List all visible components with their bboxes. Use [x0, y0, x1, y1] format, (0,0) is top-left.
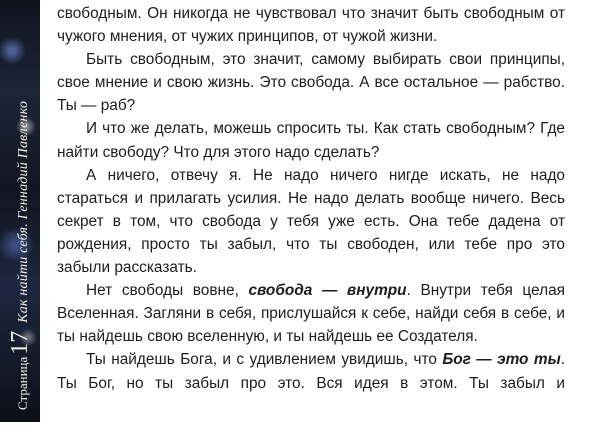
paragraph-text: Ты найдешь Бога, и с удивлением увидишь, что [86, 351, 443, 369]
page-label: Страница [15, 356, 30, 410]
paragraph [57, 348, 565, 394]
emphasis-text: свобода — внутри [248, 282, 407, 300]
book-title: Как найти себя. Геннадий Павленко [16, 100, 31, 323]
paragraph-text: . Внутри тебя целая Вселенная. Загляни в себя, прислушайся к себе, найди себя в себе, и ты найдешь свою вселенную, и ты найдешь ее Создателя. [57, 282, 565, 346]
paragraph-text: Нет свободы вовне, [86, 282, 249, 300]
page-number: 17 [7, 330, 33, 355]
paragraph [57, 279, 565, 348]
side-banner [0, 0, 40, 422]
paragraph-text: . Ты Бог, но ты забыл про это. Вся идея в этом. Ты забыл и [57, 351, 565, 392]
paragraph: свободным. Он никогда не чувствовал что значит быть свободным от чужого мнения, от чужих принципов, от чужой жизни. [57, 5, 565, 46]
paragraph: А ничего, отвечу я. Не надо ничего нигде искать, не надо стараться и прилагать усилия. Не надо делать вообще ничего. Весь секрет в том, что свобода у тебя уже есть. Она тебе дадена от рождения, просто ты забыл, что ты свободен, или тебе про это забыли рассказать. [57, 166, 565, 277]
paragraph: И что же делать, можешь спросить ты. Как стать свободным? Где найти свободу? Что для этого надо сделать? [57, 120, 565, 161]
emphasis-text: Бог — это ты [442, 351, 561, 369]
paragraph: Быть свободным, это значит, самому выбирать свои принципы, свое мнение и свою жизнь. Это свобода. А все остальное — рабство. Ты — раб? [57, 51, 565, 115]
page-text [57, 2, 565, 395]
side-banner-text [8, 101, 32, 410]
